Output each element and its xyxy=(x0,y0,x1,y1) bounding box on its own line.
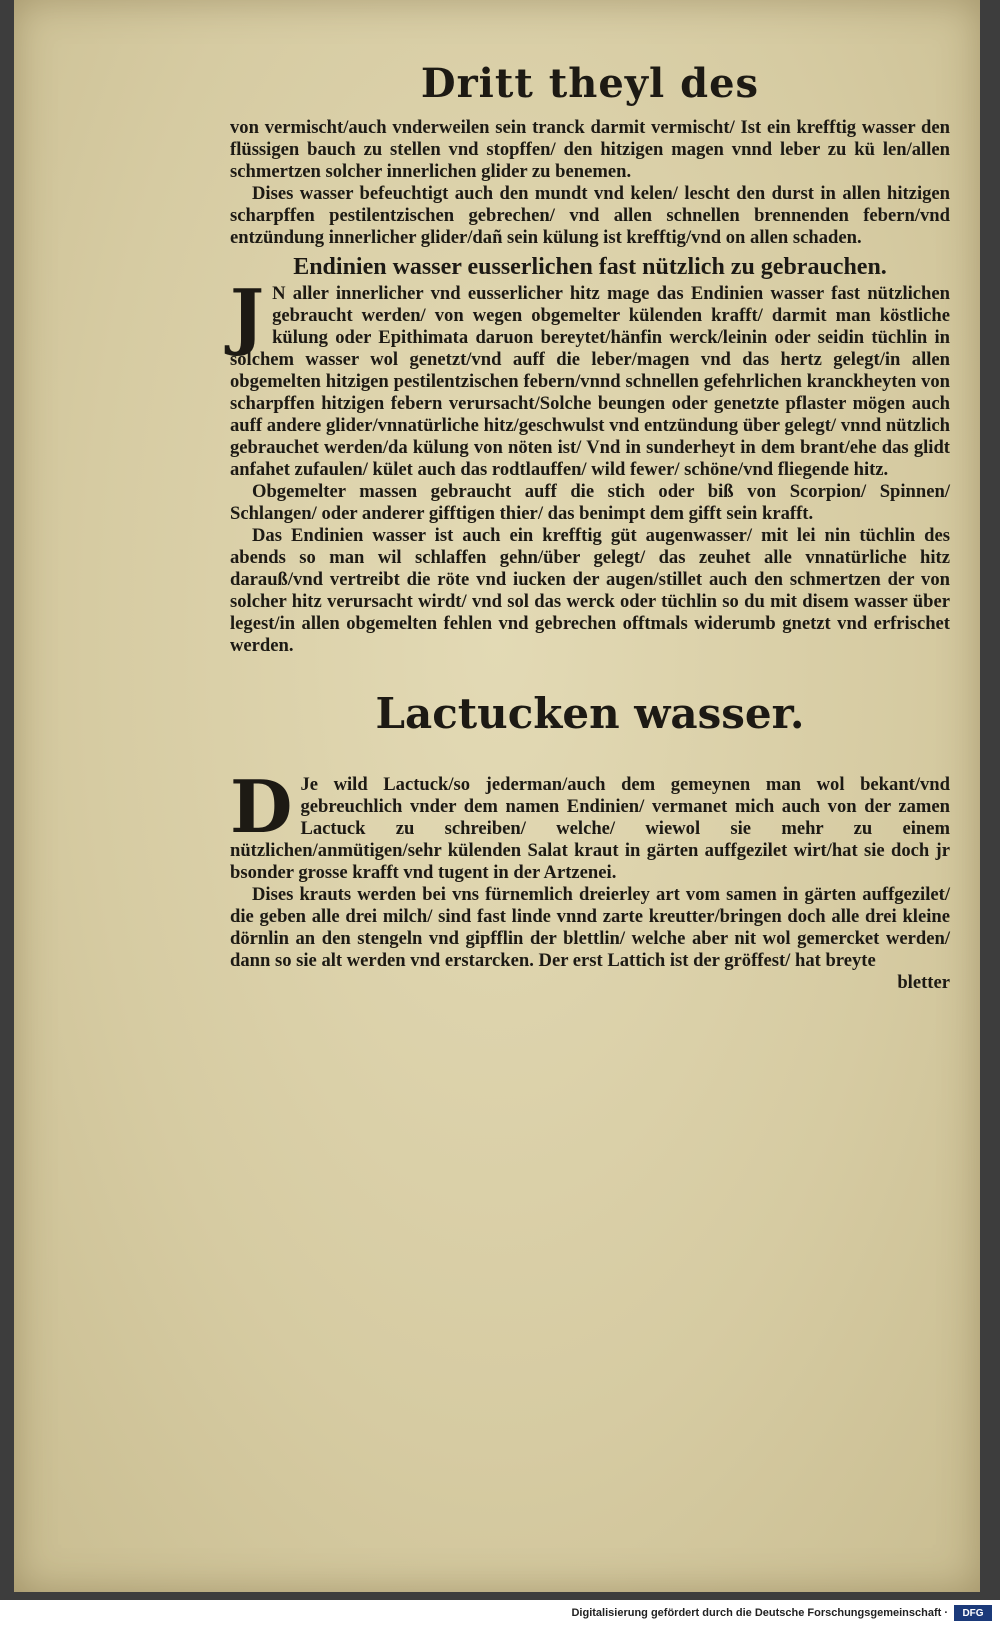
paragraph: von vermischt/auch vnderweilen sein tranck darmit vermischt/ Ist ein krefftig wasser den flüssigen bauch zu stellen vnd stopffen/ den hitzigen magen vnnd leber zu kü len/allen schmertzen solcher innerlichen glider zu benemen. xyxy=(230,117,950,182)
footer-credit: Digitalisierung gefördert durch die Deutsche Forschungsgemeinschaft · xyxy=(571,1607,948,1619)
catchword: bletter xyxy=(897,972,950,993)
running-head: Dritt theyl des xyxy=(420,60,760,107)
dfg-logo: DFG xyxy=(954,1605,992,1621)
text-block xyxy=(230,60,950,994)
section-title: Lactucken wasser. xyxy=(375,689,805,738)
paragraph: Dises krauts werden bei vns fürnemlich dreierley art vom samen in gärten auffgezilet/ die geben alle drei milch/ sind fast linde vnnd zarte kreutter/bringen doch alle drei kleine dörnlin an den stengeln vnd gipfflin der blettlin/ welche aber nit wol gemercket werden/ dann so sie alt werden vnd erstarcken. Der erst Lattich ist der gröffest/ hat breyte xyxy=(230,884,950,971)
paragraph: Dises wasser befeuchtigt auch den mundt vnd kelen/ lescht den durst in allen hitzigen scharpffen pestilentzischen gebrechen/ vnd allen schnellen brennenden febern/vnd entzündung innerlicher glider/dañ sein külung ist krefftig/vnd on allen schaden. xyxy=(230,183,950,248)
drop-cap: J xyxy=(230,273,265,358)
subheading: Endinien wasser eusserlichen fast nützlich zu gebrauchen. xyxy=(293,254,887,280)
paragraph xyxy=(230,273,950,481)
paragraph-text: Je wild Lactuck/so jederman/auch dem gemeynen man wol bekant/vnd gebreuchlich vnder dem namen Endinien/ vermanet mich auch von der zamen Lactuck zu schreiben/ welche/ wiewol sie mehr zu einem nützlichen/anmütigen/sehr külenden Salat kraut in gärten auffgezilet wirt/hat sie doch jr bsonder grosse krafft vnd tugent in der Artzenei. xyxy=(230,774,950,883)
paragraph xyxy=(230,764,950,884)
paragraph-text: N aller innerlicher vnd eusserlicher hitz mage das Endinien wasser fast nützlichen gebraucht werden/ von wegen obgemelter külenden krafft/ darmit man köstliche külung oder Epithimata daruon bereytet/hänfin werck/leinin oder seidin tüchlin in solchem wasser wol genetzt/vnd auff die leber/magen vnd das hertz gelegt/in allen obgemelten hitzigen pestilentzischen febern/vnnd schnellen gefehrlichen kranckheyten von scharpffen hitzigen febern verursacht/Solche beungen oder genetzte pflaster mögen auch auff andere glider/vnnatürliche hitz/geschwulst vnd entzündung über gelegt/ vnnd nützlich gebrauchet werden/da külung von nöten ist/ Vnd in sunderheyt in dem brant/ehe das glidt anfahet zufaulen/ kület auch das rodtlauffen/ wild fewer/ schöne/vnd fliegende hitz. xyxy=(230,283,950,480)
paragraph: Das Endinien wasser ist auch ein krefftig güt augenwasser/ mit lei nin tüchlin des abends so man wil schlaffen gehn/über gelegt/ das zeuhet alle vnnatürliche hitz darauß/vnd vertreibt die röte vnd iucken der augen/stillet auch den schmertzen der von solcher hitz verursacht wirdt/ vnd sol das werck oder tüchlin so du mit disem wasser über legest/in allen obgemelten fehlen vnd gebrechen offtmals widerumb gnetzt vnd erfrischet werden. xyxy=(230,525,950,656)
book-page xyxy=(14,0,980,1592)
paragraph: Obgemelter massen gebraucht auff die stich oder biß von Scorpion/ Spinnen/ Schlangen/ oder anderer gifftigen thier/ das benimpt dem gifft sein krafft. xyxy=(230,481,950,524)
drop-cap: D xyxy=(230,764,293,849)
footer-bar xyxy=(0,1600,1000,1627)
